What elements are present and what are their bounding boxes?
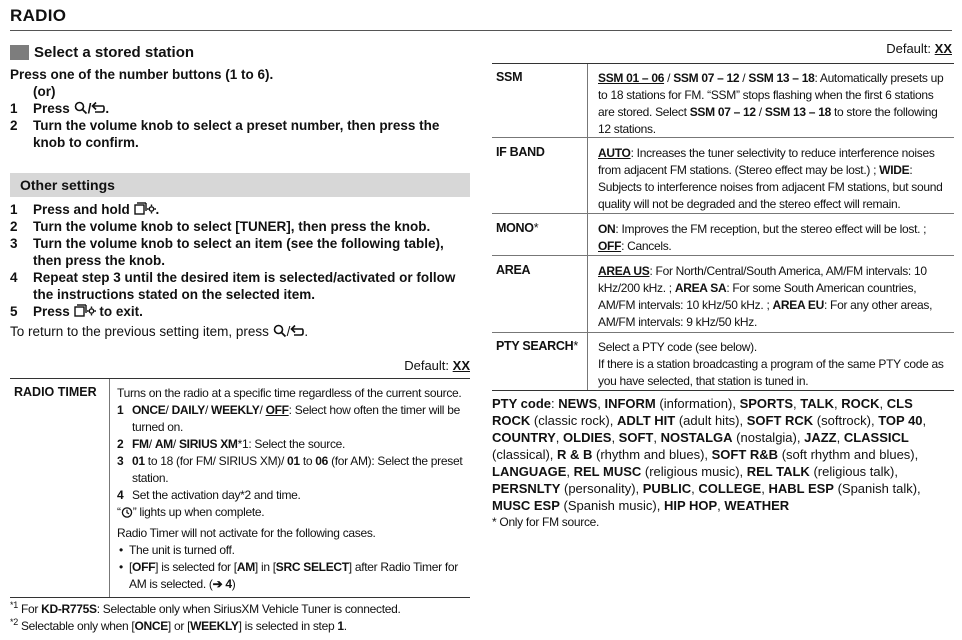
setting-desc-pty-search: Select a PTY code (see below). If there is a station broadcasting a program of the same PTY code as you have selected, that station is tuned in. (598, 340, 944, 388)
back-icon (91, 101, 105, 115)
section-square-icon (10, 45, 29, 60)
menu-settings-icon (74, 304, 96, 318)
pty-code-list: PTY code: NEWS, INFORM (information), SPORTS, TALK, ROCK, CLS ROCK (classic rock), ADLT HIT (adult hits), SOFT RCK (softrock), TOP 40, COUNTRY, OLDIES, SOFT, NOSTALGA (nostalgia), JAZZ, CLASSICL (classical), R & B (rhythm and blues), SOFT R&B (soft rhythm and blues), LANGUAGE, REL MUSC (religious music), REL TALK (religious talk), PERSNLTY (personality), PUBLIC, COLLEGE, HABL ESP (Spanish talk), MUSC ESP (Spanish music), HIP HOP, WEATHER (492, 396, 927, 513)
setting-label-pty-search: PTY SEARCH* (496, 339, 578, 353)
section-heading-other-settings: Other settings (10, 173, 470, 197)
setting-desc-ssm: SSM 01 – 06 / SSM 07 – 12 / SSM 13 – 18: Automatically presets up to 18 stations for FM. “SSM” stops flashing when the first 6 stations are stored. Select SSM 07 – 12 / SSM 13 – 18 to store the following 12 stations. (598, 71, 944, 136)
menu-settings-icon (134, 202, 156, 216)
tuner-settings-table (492, 63, 954, 391)
search-icon (273, 324, 287, 338)
radio-timer-table: RADIO TIMER Turns on the radio at a specific time regardless of the current source. 1 ONCE/ DAILY/ WEEKLY/ OFF: Select how often the timer will be turned on. 2 FM/ AM/ SIRIUS XM*1: Select the source. 3 01 to 18 (for FM/ SIRIUS XM)/ 01 to 06 (for AM): Select the preset station. 4 Set the activation day*2 and time. “ ” lights up when complete. Radio Timer will not activate for the following cases. • The unit is turned off. • [OFF] is selected for [AM] in [SRC SELECT] after Radio Timer for AM is selected. (➔ 4) (10, 378, 470, 598)
setting-label-if-band: IF BAND (496, 145, 545, 159)
timer-complete-note: “ ” lights up when complete. (117, 505, 265, 519)
clock-icon (121, 506, 133, 518)
select-intro: Press one of the number buttons (1 to 6). (10, 67, 274, 82)
select-step-2: 2 Turn the volume knob to select a preset number, then press the knob to confirm. (10, 118, 440, 150)
other-step-5: 5 Press to exit. (10, 304, 143, 319)
section-heading-select-stored: Select a stored station (10, 44, 194, 61)
radio-timer-label: RADIO TIMER (14, 385, 97, 399)
other-step-2: 2 Turn the volume knob to select [TUNER], then press the knob. (10, 219, 431, 234)
default-note-left: Default: XX (404, 358, 470, 373)
select-step-1: 1 Press / . (10, 101, 110, 116)
footnote-2: $^{*2}$ Selectable only when [ONCE] or [WEEKLY] is selected in step 1. (10, 617, 347, 633)
footnote-fm-only: * Only for FM source. (492, 515, 600, 529)
page-title: RADIO (10, 6, 67, 25)
default-note-top: Default: XX (886, 41, 952, 56)
setting-desc-area: AREA US: For North/Central/South America, AM/FM intervals: 10 kHz/200 kHz. ; AREA SA: For some South American countries, AM/FM intervals: 10 kHz/50 kHz. ; AREA EU: For any other areas, AM/FM intervals: 9 kHz/50 kHz. (598, 264, 933, 329)
footnote-1: $^{*1}$ For KD-R775S: Selectable only when SiriusXM Vehicle Tuner is connected. (10, 600, 401, 616)
setting-label-ssm: SSM (496, 70, 523, 84)
other-step-1: 1 Press and hold . (10, 202, 160, 217)
other-step-3: 3 Turn the volume knob to select an item (see the following table), then press the knob. (10, 236, 444, 268)
other-step-4: 4 Repeat step 3 until the desired item is selected/activated or follow the instructions stated on the selected item. (10, 270, 456, 302)
setting-label-mono: MONO* (496, 221, 539, 235)
search-icon (74, 101, 88, 115)
radio-timer-intro: Turns on the radio at a specific time regardless of the current source. (117, 386, 462, 400)
title-divider (10, 30, 952, 31)
setting-desc-if-band: AUTO: Increases the tuner selectivity to reduce interference noises from adjacent FM stations. (Stereo effect may be lost.) ; WIDE: Subjects to interference noises from adjacent FM stations, but sound quality will not be degraded and the stereo effect will remain. (598, 146, 943, 211)
setting-label-area: AREA (496, 263, 531, 277)
return-instruction: To return to the previous setting item, press / . (10, 324, 309, 339)
setting-desc-mono: ON: Improves the FM reception, but the stereo effect will be lost. ; OFF: Cancels. (598, 222, 927, 253)
or-text: (or) (33, 84, 56, 99)
back-icon (290, 324, 304, 338)
timer-not-activate: Radio Timer will not activate for the following cases. (117, 526, 376, 540)
